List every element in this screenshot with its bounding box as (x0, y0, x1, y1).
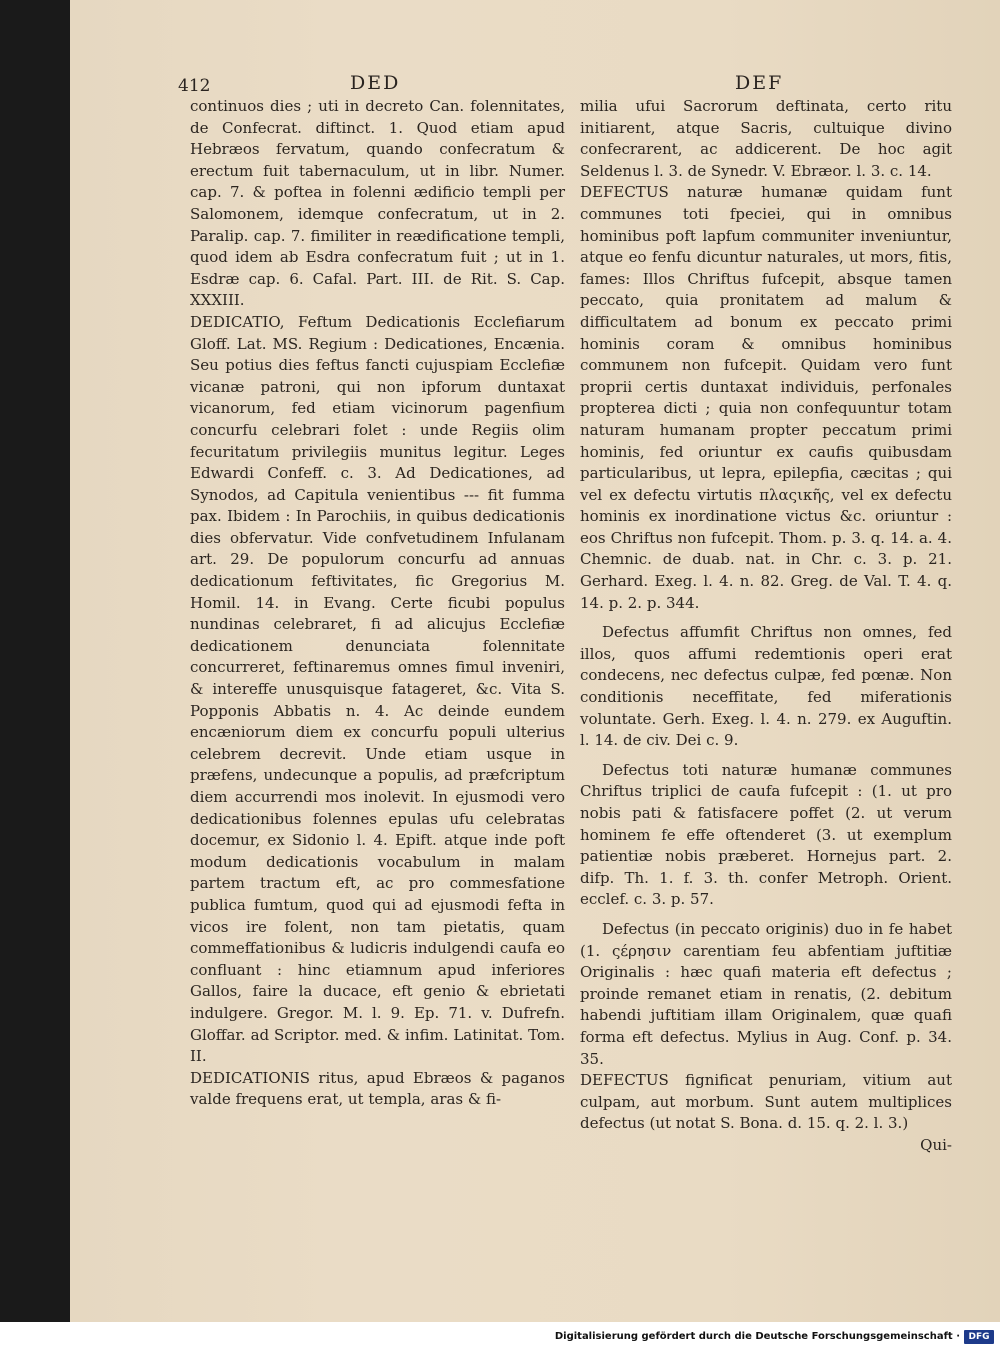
entry-paragraph: continuos dies ; uti in decreto Can. folennitates, de Confecrat. diftinct. 1. Quod etiam apud Hebræos fervatum, quando confecratum & erectum fuit tabernaculum, ut in libr. Numer. cap. 7. & poftea in folenni ædificio templi per Salomonem, idemque confecratum, ut in 2. Paralip. cap. 7. fimiliter in reædificatione templi, quod idem ab Esdra confecratum fuit ; ut in 1. Esdræ cap. 6. Cafal. Part. III. de Rit. S. Cap. XXXIII. (190, 97, 565, 310)
entry-defectus-sub: Defectus (in peccato originis) duo in fe habet (1. ςέρησιν carentiam feu abfentiam juftitiæ Originalis : hæc quafi materia eft defectus ; proinde remanet etiam in renatis, (2. debitum habendi juftitiam illam Originalem, quæ quafi forma eft defectus. Mylius in Aug. Conf. p. 34. 35. (580, 919, 952, 1068)
running-head-right: DEF (735, 72, 784, 94)
entry-defectus-sub: Defectus toti naturæ humanæ communes Chriftus triplici de caufa fufcepit : (1. ut pro nobis pati & fatisfacere poffet (2. ut verum hominem fe effe oftenderet (3. ut exemplum patientiæ nobis præberet. Hornejus part. 2. difp. Th. 1. f. 3. th. confer Metroph. Orient. ecclef. c. 3. p. 57. (580, 760, 952, 909)
entry-defectus: DEFECTUS naturæ humanæ quidam funt communes toti fpeciei, qui in omnibus hominibus poft lapfum communiter inveniuntur, atque eo fenfu dicuntur naturales, ut mors, fitis, fames: Illos Chriftus fufcepit, absque tamen peccato, quia pronitatem ad malum & difficultatem ad bonum ex peccato primi hominis coram & omnibus hominibus communem non fufcepit. Quidam vero funt proprii certis duntaxat individuis, perfonales propterea dicti ; quia non confequuntur totam naturam humanam propter peccatum primi hominis, fed oriuntur ex caufis quibusdam particularibus, ut lepra, epilepfia, cæcitas ; qui vel ex defectu virtutis πλαςικῆς, vel ex defectu hominis ex inordinatione victus &c. oriuntur : eos Chriftus non fufcepit. Thom. p. 3. q. 14. a. 4. Chemnic. de duab. nat. in Chr. c. 3. p. 21. Gerhard. Exeg. l. 4. n. 82. Greg. de Val. T. 4. q. 14. p. 2. p. 344. (580, 183, 952, 612)
left-column (190, 96, 565, 1111)
catchword: Qui- (920, 1135, 952, 1154)
right-column (580, 96, 952, 1157)
page-number: 412 (178, 76, 211, 96)
entry-defectus-sub: Defectus affumfit Chriftus non omnes, fed illos, quos affumi redemtionis operi erat condecens, nec defectus culpæ, fed pœnæ. Non conditionis neceffitate, fed miferationis voluntate. Gerh. Exeg. l. 4. n. 279. ex Auguftin. l. 14. de civ. Dei c. 9. (580, 623, 952, 750)
entry-dedicationis-ritus: DEDICATIONIS ritus, apud Ebræos & paganos valde frequens erat, ut templa, aras & fi- (190, 1068, 565, 1109)
funding-notice: Digitalisierung gefördert durch die Deutsche Forschungsgemeinschaft · (554, 1331, 960, 1342)
footer-bar (0, 1330, 1000, 1347)
entry-dedicatio: DEDICATIO, Feftum Dedicationis Ecclefiarum Gloff. Lat. MS. Regium : Dedicationes, Encænia. Seu potius dies feftus fancti cujuspiam Ecclefiæ vicanæ patroni, qui non ipforum duntaxat vicanorum, fed etiam vicinorum pagenfium concurfu celebrari folet : unde Regiis olim fecuritatum privilegiis munitus legitur. Leges Edwardi Confeff. c. 3. Ad Dedicationes, ad Synodos, ad Capitula venientibus --- fit fumma pax. Ibidem : In Parochiis, in quibus dedicationis dies obfervatur. Vide confvetudinem Infulanam art. 29. De populorum concurfu ad annuas dedicationum feftivitates, fic Gregorius M. Homil. 14. in Evang. Certe ficubi populus nundinas celebraret, fi ad alicujus Ecclefiæ dedicationem denunciata folennitate concurreret, feftinaremus omnes fimul inveniri, & intereffe unusquisque fatageret, &c. Vita S. Popponis Abbatis n. 4. Ac deinde eundem encæniorum diem ex concurfu populi ulterius celebrem decrevit. Unde etiam usque in præfens, undecunque a populis, ad præfcriptum diem accurrendi mos inolevit. In ejusmodi vero dedicationibus folennes epulas ufu celebratas docemur, ex Sidonio l. 4. Epift. atque inde poft modum dedicationis vocabulum in malam partem tractum eft, ac pro commesfatione publica fumtum, quod qui ad ejusmodi fefta in vicos ire folent, non tam pietatis, quam commeffationibus & ludicris indulgendi caufa eo confluant : hinc etiamnum apud inferiores Gallos, faire la ducace, eft genio & ebrietati indulgere. Gregor. M. l. 9. Ep. 71. v. Dufrefn. Gloffar. ad Scriptor. med. & infim. Latinitat. Tom. II. (190, 312, 565, 1066)
running-head-left: DED (350, 72, 401, 94)
entry-defectus-2: DEFECTUS fignificat penuriam, vitium aut culpam, aut morbum. Sunt autem multiplices defectus (ut notat S. Bona. d. 15. q. 2. l. 3.) (580, 1071, 952, 1133)
entry-paragraph: milia ufui Sacrorum deftinata, certo ritu initiarent, atque Sacris, cultuique divino confecrarent, ac addicerent. De hoc agit Seldenus l. 3. de Synedr. V. Ebræor. l. 3. c. 14. (580, 97, 952, 180)
dfg-logo-icon: DFG (964, 1330, 994, 1344)
